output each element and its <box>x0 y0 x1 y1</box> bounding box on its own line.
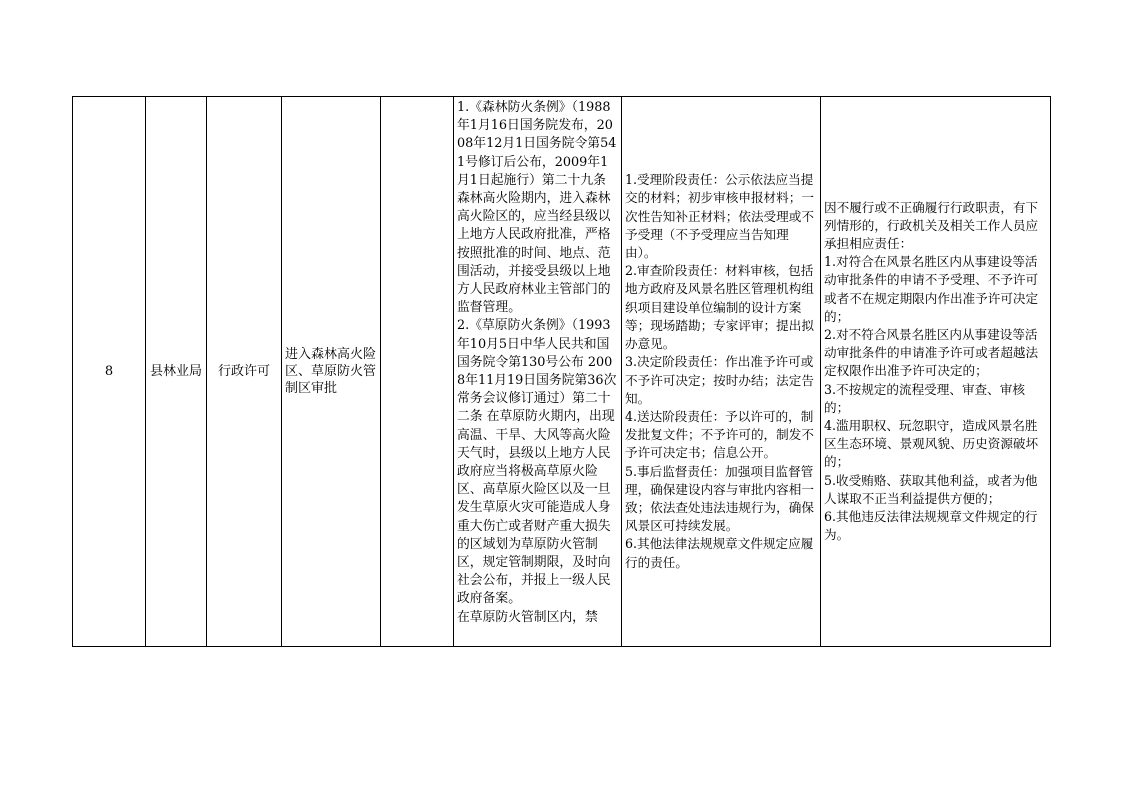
legal-basis-item: 1.《森林防火条例》（1988年1月16日国务院发布，2008年12月1日国务院令第541号修订后公布，2009年1月1日起施行）第二十九条 森林高火险期内，进入森林高火险区的，应当经县级以上地方人民政府批准，严格按照批准的时间、地点、范围活动，并接受县级以上地方人民政府林业主管部门的监督管理。 <box>457 100 617 316</box>
liability-item: 3.不按规定的流程受理、审查、审核的； <box>824 381 1025 415</box>
category-cell <box>207 97 282 647</box>
liability-item: 6.其他违反法律法规规章文件规定的行为。 <box>824 509 1038 543</box>
responsibility-item: 1.受理阶段责任：公示依法应当提交的材料；初步审核申报材料；一次性告知补正材料；依法受理或不予受理（不予受理应当告知理由）。 <box>625 172 814 261</box>
category-label: 行政许可 <box>217 364 270 379</box>
responsibility-item: 5.事后监督责任：加强项目监督管理，确保建设内容与审批内容相一致；依法查处违法违规行为，确保风景区可持续发展。 <box>625 463 814 534</box>
department-name: 县林业局 <box>149 364 202 379</box>
responsibility-item: 3.决定阶段责任：作出准予许可或不予许可决定；按时办结；法定告知。 <box>625 354 814 406</box>
liability-item: 2.对不符合风景名胜区内从事建设等活动审批条件的申请准予许可或者超越法定权限作出准予许可决定的； <box>824 326 1039 379</box>
liability-text <box>821 199 1050 545</box>
liability-item: 4.滥用职权、玩忽职守，造成风景名胜区生态环境、景观风貌、历史资源破坏的； <box>824 418 1039 470</box>
legal-basis-item: 在草原防火管制区内，禁 <box>457 609 598 625</box>
liability-item: 因不履行或不正确履行行政职责，有下列情形的，行政机关及相关工作人员应承担相应责任： <box>824 199 1039 251</box>
empty-cell <box>381 97 454 647</box>
responsibility-item: 4.送达阶段责任：予以许可的，制发批复文件；不予许可的，制发不予许可决定书；信息公开。 <box>625 408 814 461</box>
responsibility-item: 6.其他法律法规规章文件规定应履行的责任。 <box>625 536 814 570</box>
liability-item: 5.收受贿赂、获取其他利益，或者为他人谋取不正当利益提供方便的； <box>824 472 1038 506</box>
row-number: 8 <box>104 364 114 379</box>
legal-basis-cell <box>454 97 622 647</box>
responsibility-cell <box>622 97 821 647</box>
table-row <box>73 97 1051 647</box>
item-name-cell <box>282 97 381 647</box>
responsibility-text <box>622 171 820 571</box>
responsibility-item: 2.审查阶段责任：材料审核，包括地方政府及风景名胜区管理机构组织项目建设单位编制的设计方案等；现场踏勘；专家评审；提出拟办意见。 <box>625 263 814 352</box>
item-name: 进入森林高火险区、草原防火管制区审批 <box>285 347 377 396</box>
responsibility-table <box>72 96 1051 647</box>
legal-basis-text <box>454 97 621 646</box>
liability-cell <box>821 97 1051 647</box>
liability-item: 1.对符合在风景名胜区内从事建设等活动审批条件的申请不予受理、不予许可或者不在规定期限内作出准予许可决定的； <box>824 254 1039 324</box>
legal-basis-item: 2.《草原防火条例》（1993年10月5日中华人民共和国国务院令第130号公布 2008年11月19日国务院第36次常务会议修订通过）第二十二条 在草原防火期内，出现高温、干旱、大风等高火险天气时，县级以上地方人民政府应当将极高草原火险区、高草原火险区以及一旦发生草原火灾可能造成人身重大伤亡或者财产重大损失的区域划为草原防火管制区，规定管制期限，及时向社会公布，并报上一级人民政府备案。 <box>457 318 617 607</box>
row-number-cell <box>73 97 146 647</box>
department-cell <box>146 97 207 647</box>
